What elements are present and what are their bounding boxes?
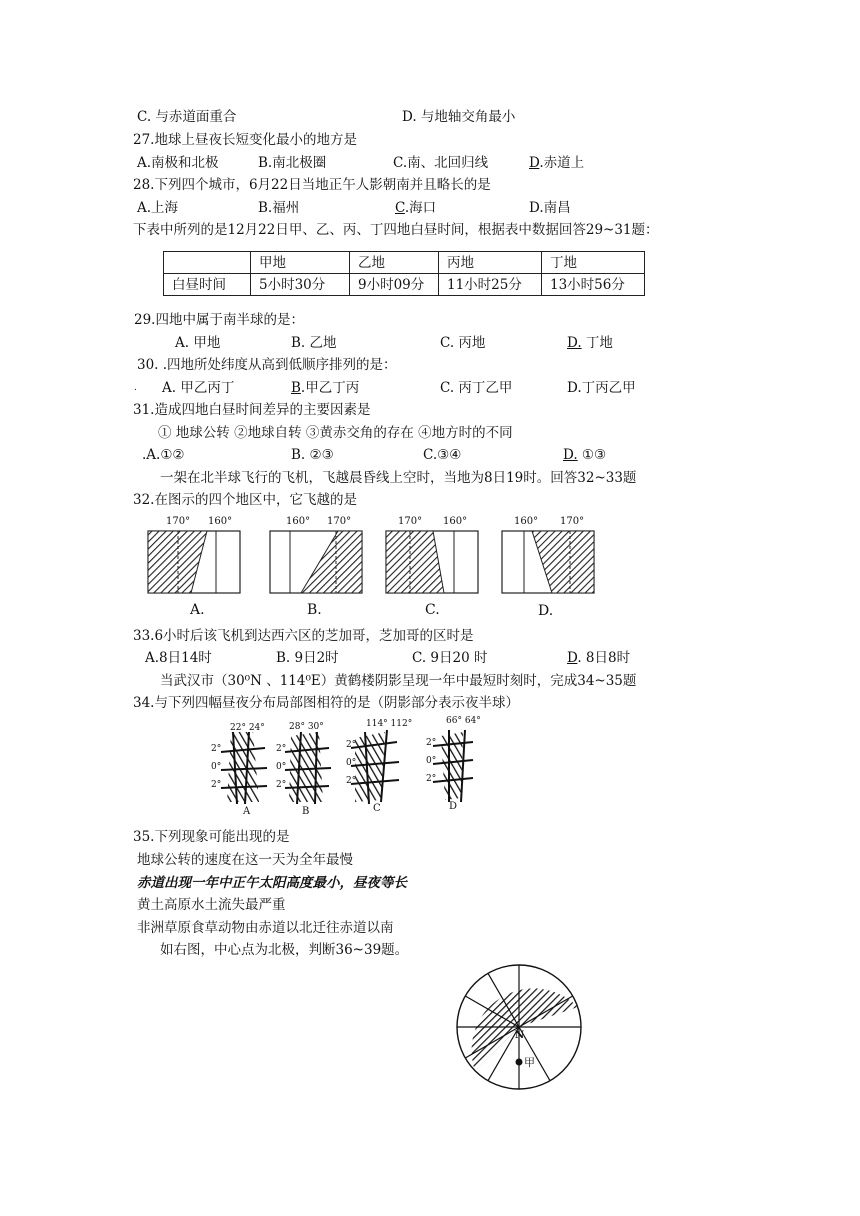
table-cell: 13小时56分 [542,274,645,296]
polar-center-label: N [515,1030,525,1041]
q35-option-a: 地球公转的速度在这一天为全年最慢 [137,852,353,868]
table-cell: 11小时25分 [439,274,542,296]
q34-c-lat-label-top: 2° [346,740,357,750]
q31-option-d-text: ①③ [577,447,607,463]
q27-option-d [529,154,584,172]
q33-option-d [567,649,630,667]
q27-option-b: B.南北极圈 [258,155,327,171]
q32-c-left-label: 170° [398,516,423,527]
q30-stem: 30. .四地所处纬度从高到低顺序排列的是： [137,357,397,373]
q34-a-lat-label-mid: 0° [211,762,222,772]
q29-option-d [567,334,613,352]
q27-option-a: A.南极和北极 [137,155,219,171]
q29-option-a: A. 甲地 [175,335,221,351]
q32-c-right-label: 160° [443,516,468,527]
table-cell: 5小时30分 [251,274,350,296]
q32-figure-a [148,531,240,593]
q33-stem: 33.6小时后该飞机到达西六区的芝加哥，芝加哥的区时是 [133,628,474,644]
table-intro: 下表中所列的是12月22日甲、乙、丙、丁四地白昼时间，根据表中数据回答29~31题： [133,222,659,238]
q34-c-letter: C [373,803,381,814]
q34-b-letter: B [302,806,310,817]
q34-b-lat-label-mid: 0° [276,762,287,772]
q34-c-lat-label-mid: 0° [346,758,357,768]
q28-option-c-text: .海口 [404,200,437,216]
q27-answer-letter: D [529,155,540,171]
q28-option-d: D.南昌 [529,200,571,216]
q34-b-lat-label-top: 2° [276,744,287,754]
q32-figure-b [270,531,362,593]
daylight-table [163,251,645,296]
q32-a-right-label: 160° [208,516,233,527]
q35-option-d: 非洲草原食草动物由赤道以北迁往赤道以南 [137,920,394,936]
q31-option-a: .A.①② [142,447,185,463]
circle-intro: 如右图，中心点为北极，判断36~39题。 [160,942,409,958]
q34-figure-a [221,732,267,804]
q32-figure-d [502,531,594,593]
q34-figure-b [285,732,331,804]
table-row [164,274,645,296]
q34-figure-d [433,730,473,802]
q34-a-letter: A [243,806,251,817]
q27-option-c: C.南、北回归线 [393,155,489,171]
q29-option-d-text: 丁地 [581,335,613,351]
q31-stem: 31.造成四地白昼时间差异的主要因素是 [133,402,371,418]
q30-option-b-text: .甲乙丁丙 [300,380,360,396]
q33-answer-letter: D [567,650,578,666]
wuhan-intro: 当武汉市（30⁰N 、114⁰E）黄鹤楼阴影呈现一年中最短时刻时，完成34~35题 [160,673,637,689]
q29-answer-letter: D. [567,335,582,351]
point-jia-marker [516,1059,523,1066]
q33-option-b: B. 9日2时 [276,650,339,666]
q32-a-left-label: 170° [166,516,191,527]
q33-option-d-text: . 8日8时 [577,650,631,666]
q34-c-top-label: 114° 112° [366,719,413,729]
q30-option-a: A. 甲乙丙丁 [162,380,235,396]
point-jia-label: 甲 [524,1056,535,1069]
q30-option-b [291,379,359,397]
q31-answer-letter: D. [563,447,578,463]
q32-d-right-label: 170° [560,516,585,527]
q29-option-b: B. 乙地 [291,335,337,351]
q29-option-c: C. 丙地 [440,335,486,351]
q28-option-a: A.上海 [137,200,179,216]
q27-option-d-text: .赤道上 [539,155,585,171]
q32-figure-c [386,531,478,593]
q34-d-lat-label-mid: 0° [426,756,437,766]
q34-d-top-label: 66° 64° [446,716,481,726]
plane-intro: 一架在北半球飞行的飞机，飞越晨昏线上空时，当地为8日19时。回答32~33题 [160,470,637,486]
table-header-row [164,252,645,274]
q28-answer-letter: C [395,200,405,216]
table-cell: 9小时09分 [350,274,439,296]
q32-b-left-label: 160° [286,516,311,527]
q34-figure-c [351,730,399,804]
q31-option-c: C.③④ [423,447,462,463]
table-header-yi: 乙地 [350,252,439,274]
q30-option-d: D.丁丙乙甲 [567,380,636,396]
q28-stem: 28.下列四个城市，6月22日当地正午人影朝南并且略长的是 [133,177,491,193]
q28-option-c [395,199,436,217]
table-header-ding: 丁地 [542,252,645,274]
q34-d-lat-label-top: 2° [426,738,437,748]
q34-c-lat-label-bottom: 2° [346,776,357,786]
q33-option-a: A.8日14时 [145,650,212,666]
q34-b-top-label: 28° 30° [289,722,324,732]
q29-stem: 29.四地中属于南半球的是： [134,312,304,328]
q32-stem: 32.在图示的四个地区中，它飞越的是 [133,492,357,508]
q26-option-d: D. 与地轴交角最小 [402,109,516,125]
q30-dot: . [134,383,137,393]
q34-d-lat-label-bottom: 2° [426,774,437,784]
q32-d-left-label: 160° [514,516,539,527]
q34-b-lat-label-bottom: 2° [276,780,287,790]
q32-b-letter: B. [307,602,322,618]
q31-items: ① 地球公转 ②地球自转 ③黄赤交角的存在 ④地方时的不同 [158,425,513,441]
q31-option-d [563,446,606,464]
q34-a-top-label: 22° 24° [230,723,265,733]
q34-stem: 34.与下列四幅昼夜分布局部图相符的是（阴影部分表示夜半球） [133,695,519,711]
table-header-jia: 甲地 [251,252,350,274]
q26-option-c: C. 与赤道面重合 [137,109,237,125]
q27-stem: 27.地球上昼夜长短变化最小的地方是 [133,132,357,148]
q30-option-c: C. 丙丁乙甲 [440,380,513,396]
table-header-bing: 丙地 [439,252,542,274]
q32-a-letter: A. [190,602,205,618]
q32-c-letter: C. [425,602,440,618]
q30-answer-letter: B [291,380,301,396]
q35-option-b: 赤道出现一年中正午太阳高度最小，昼夜等长 [137,875,407,891]
q34-a-lat-label-bottom: 2° [211,780,222,790]
table-header-blank [164,252,251,274]
q28-option-b: B.福州 [258,200,300,216]
q31-option-b: B. ②③ [291,447,334,463]
q35-option-c: 黄土高原水土流失最严重 [137,897,286,913]
q35-stem: 35.下列现象可能出现的是 [133,829,290,845]
q32-d-letter: D. [538,603,554,619]
q34-d-letter: D [449,801,458,812]
q32-b-right-label: 170° [327,516,352,527]
table-row-label: 白昼时间 [164,274,251,296]
q34-a-lat-label-top: 2° [211,744,222,754]
q33-option-c: C. 9日20 时 [412,650,488,666]
